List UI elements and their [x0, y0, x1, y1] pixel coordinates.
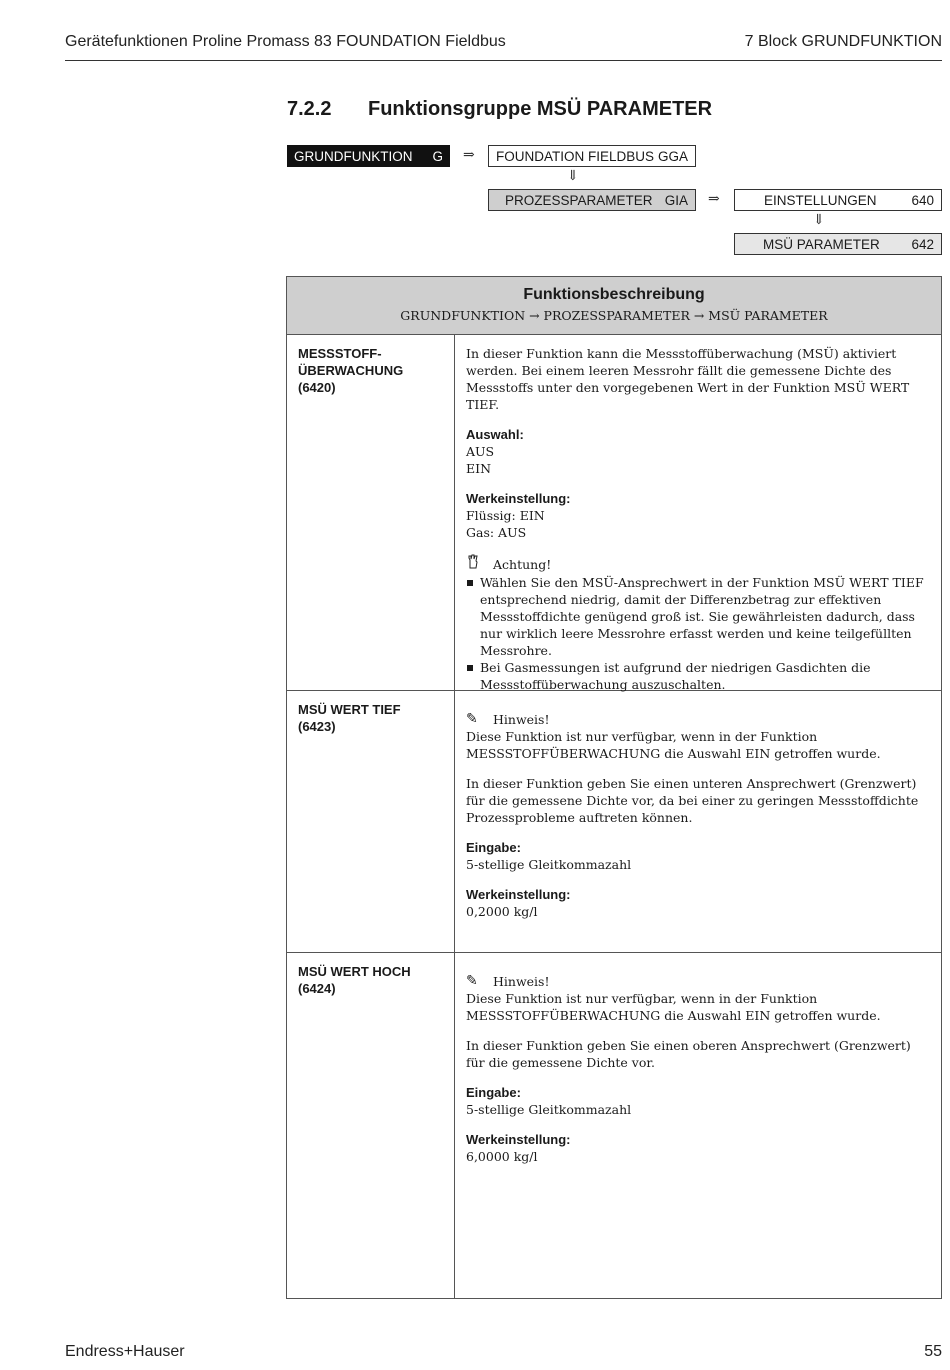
- footer-brand: Endress+Hauser: [65, 1343, 185, 1360]
- input-value: 5-stellige Gleitkommazahl: [466, 1102, 632, 1117]
- note-block: [466, 711, 931, 762]
- function-code: (6420): [298, 380, 336, 395]
- pencil-icon: ✎: [466, 711, 478, 727]
- factory-setting-value: Flüssig: EIN: [466, 508, 545, 523]
- function-name-cell: [287, 335, 455, 690]
- table-row: [287, 691, 941, 953]
- function-name-cell: [287, 691, 455, 952]
- options-block: [466, 426, 931, 477]
- nav-box-code: 642: [911, 236, 934, 252]
- note-label: Hinweis!: [493, 974, 550, 989]
- header-divider: [65, 60, 942, 61]
- arrow-down-icon: ⇓: [567, 168, 579, 184]
- factory-setting-value: Gas: AUS: [466, 525, 527, 540]
- nav-box-label: PROZESSPARAMETER: [505, 192, 653, 208]
- factory-setting-label: Werkeinstellung:: [466, 1132, 571, 1147]
- arrow-right-icon: ⇒: [708, 191, 720, 207]
- caution-block: [466, 554, 931, 693]
- factory-setting-value: 6,0000 kg/l: [466, 1149, 538, 1164]
- nav-box-grundfunktion: [287, 145, 450, 167]
- input-label: Eingabe:: [466, 840, 521, 855]
- table-path: GRUNDFUNKTION → PROZESSPARAMETER → MSÜ PARAMETER: [400, 308, 828, 323]
- factory-setting-label: Werkeinstellung:: [466, 887, 571, 902]
- option-value: EIN: [466, 461, 491, 476]
- caution-label: Achtung!: [493, 556, 552, 572]
- function-description-table: [286, 276, 942, 1299]
- section-title: Funktionsgruppe MSÜ PARAMETER: [368, 98, 713, 120]
- description-text: In dieser Funktion geben Sie einen oberen Ansprechwert (Grenzwert) für die gemessene Dichte vor.: [466, 1038, 911, 1070]
- nav-box-prozessparameter: [488, 189, 696, 211]
- input-label: Eingabe:: [466, 1085, 521, 1100]
- section-number: 7.2.2: [287, 98, 332, 120]
- input-value: 5-stellige Gleitkommazahl: [466, 857, 632, 872]
- function-description-cell: [455, 953, 941, 1298]
- table-row: [287, 953, 941, 1298]
- note-text: Diese Funktion ist nur verfügbar, wenn in der Funktion MESSSTOFFÜBERWACHUNG die Auswahl EIN getroffen wurde.: [466, 991, 881, 1023]
- running-header-chapter: 7 Block GRUNDFUNKTION: [744, 33, 942, 50]
- function-name-line2: ÜBERWACHUNG: [298, 363, 404, 378]
- running-header-title: Gerätefunktionen Proline Promass 83 FOUNDATION Fieldbus: [65, 33, 506, 50]
- note-label: Hinweis!: [493, 712, 550, 727]
- function-name-cell: [287, 953, 455, 1298]
- table-header: [287, 277, 941, 335]
- note-text: Diese Funktion ist nur verfügbar, wenn in der Funktion MESSSTOFFÜBERWACHUNG die Auswahl EIN getroffen wurde.: [466, 729, 881, 761]
- description-text: In dieser Funktion geben Sie einen unteren Ansprechwert (Grenzwert) für die gemessene Dichte vor, da bei einer zu geringen Messstoffdichte Prozessprobleme auftreten können.: [466, 776, 919, 825]
- caution-list: [466, 574, 931, 693]
- arrow-down-icon: ⇓: [813, 212, 825, 228]
- nav-box-code: GIA: [664, 192, 688, 208]
- input-block: [466, 839, 931, 873]
- option-value: AUS: [466, 444, 495, 459]
- caution-heading: [466, 554, 931, 574]
- nav-box-code: G: [432, 148, 443, 164]
- nav-box-label: EINSTELLUNGEN: [764, 192, 877, 208]
- arrow-right-icon: ⇒: [463, 147, 475, 163]
- function-description-cell: [455, 335, 941, 690]
- function-code: (6424): [298, 981, 336, 996]
- function-code: (6423): [298, 719, 336, 734]
- pencil-icon: ✎: [466, 973, 478, 989]
- factory-setting-value: 0,2000 kg/l: [466, 904, 538, 919]
- page-number: 55: [924, 1343, 942, 1360]
- description-text: In dieser Funktion kann die Messstoffüberwachung (MSÜ) aktiviert werden. Bei einem leeren Messrohr fällt die gemessene Dichte des Messstoffs unter den vorgegebenen Wert in der Funktion MSÜ WERT TIEF.: [466, 346, 910, 412]
- function-name: MSÜ WERT TIEF: [298, 702, 401, 717]
- caution-hand-icon: [466, 554, 484, 574]
- function-name-line1: MESSSTOFF-: [298, 346, 382, 361]
- list-item: Bei Gasmessungen ist aufgrund der niedrigen Gasdichten die Messstoffüberwachung auszuschalten.: [466, 659, 931, 693]
- nav-box-code: GGA: [657, 148, 688, 164]
- table-row: [287, 335, 941, 691]
- options-label: Auswahl:: [466, 427, 524, 442]
- table-title: Funktionsbeschreibung: [523, 286, 705, 303]
- note-heading: [466, 711, 931, 728]
- note-block: [466, 973, 931, 1024]
- nav-box-label: FOUNDATION FIELDBUS: [496, 148, 655, 164]
- factory-setting-label: Werkeinstellung:: [466, 491, 571, 506]
- nav-box-msu-parameter: [734, 233, 942, 255]
- nav-box-label: MSÜ PARAMETER: [763, 236, 880, 252]
- nav-box-label: GRUNDFUNKTION: [294, 148, 413, 164]
- nav-box-einstellungen: [734, 189, 942, 211]
- nav-box-code: 640: [911, 192, 934, 208]
- factory-setting-block: [466, 886, 931, 920]
- factory-setting-block: [466, 490, 931, 541]
- nav-box-foundation-fieldbus: [488, 145, 696, 167]
- factory-setting-block: [466, 1131, 931, 1165]
- input-block: [466, 1084, 931, 1118]
- note-heading: [466, 973, 931, 990]
- function-name: MSÜ WERT HOCH: [298, 964, 411, 979]
- list-item: Wählen Sie den MSÜ-Ansprechwert in der Funktion MSÜ WERT TIEF entsprechend niedrig, damit der Differenzbetrag zur effektiven Messstoffdichte genügend groß ist. Sie gewährleisten dadurch, dass nur wirklich leere Messrohre erfasst werden und keine teilgefüllten Messrohre.: [466, 574, 931, 659]
- function-description-cell: [455, 691, 941, 952]
